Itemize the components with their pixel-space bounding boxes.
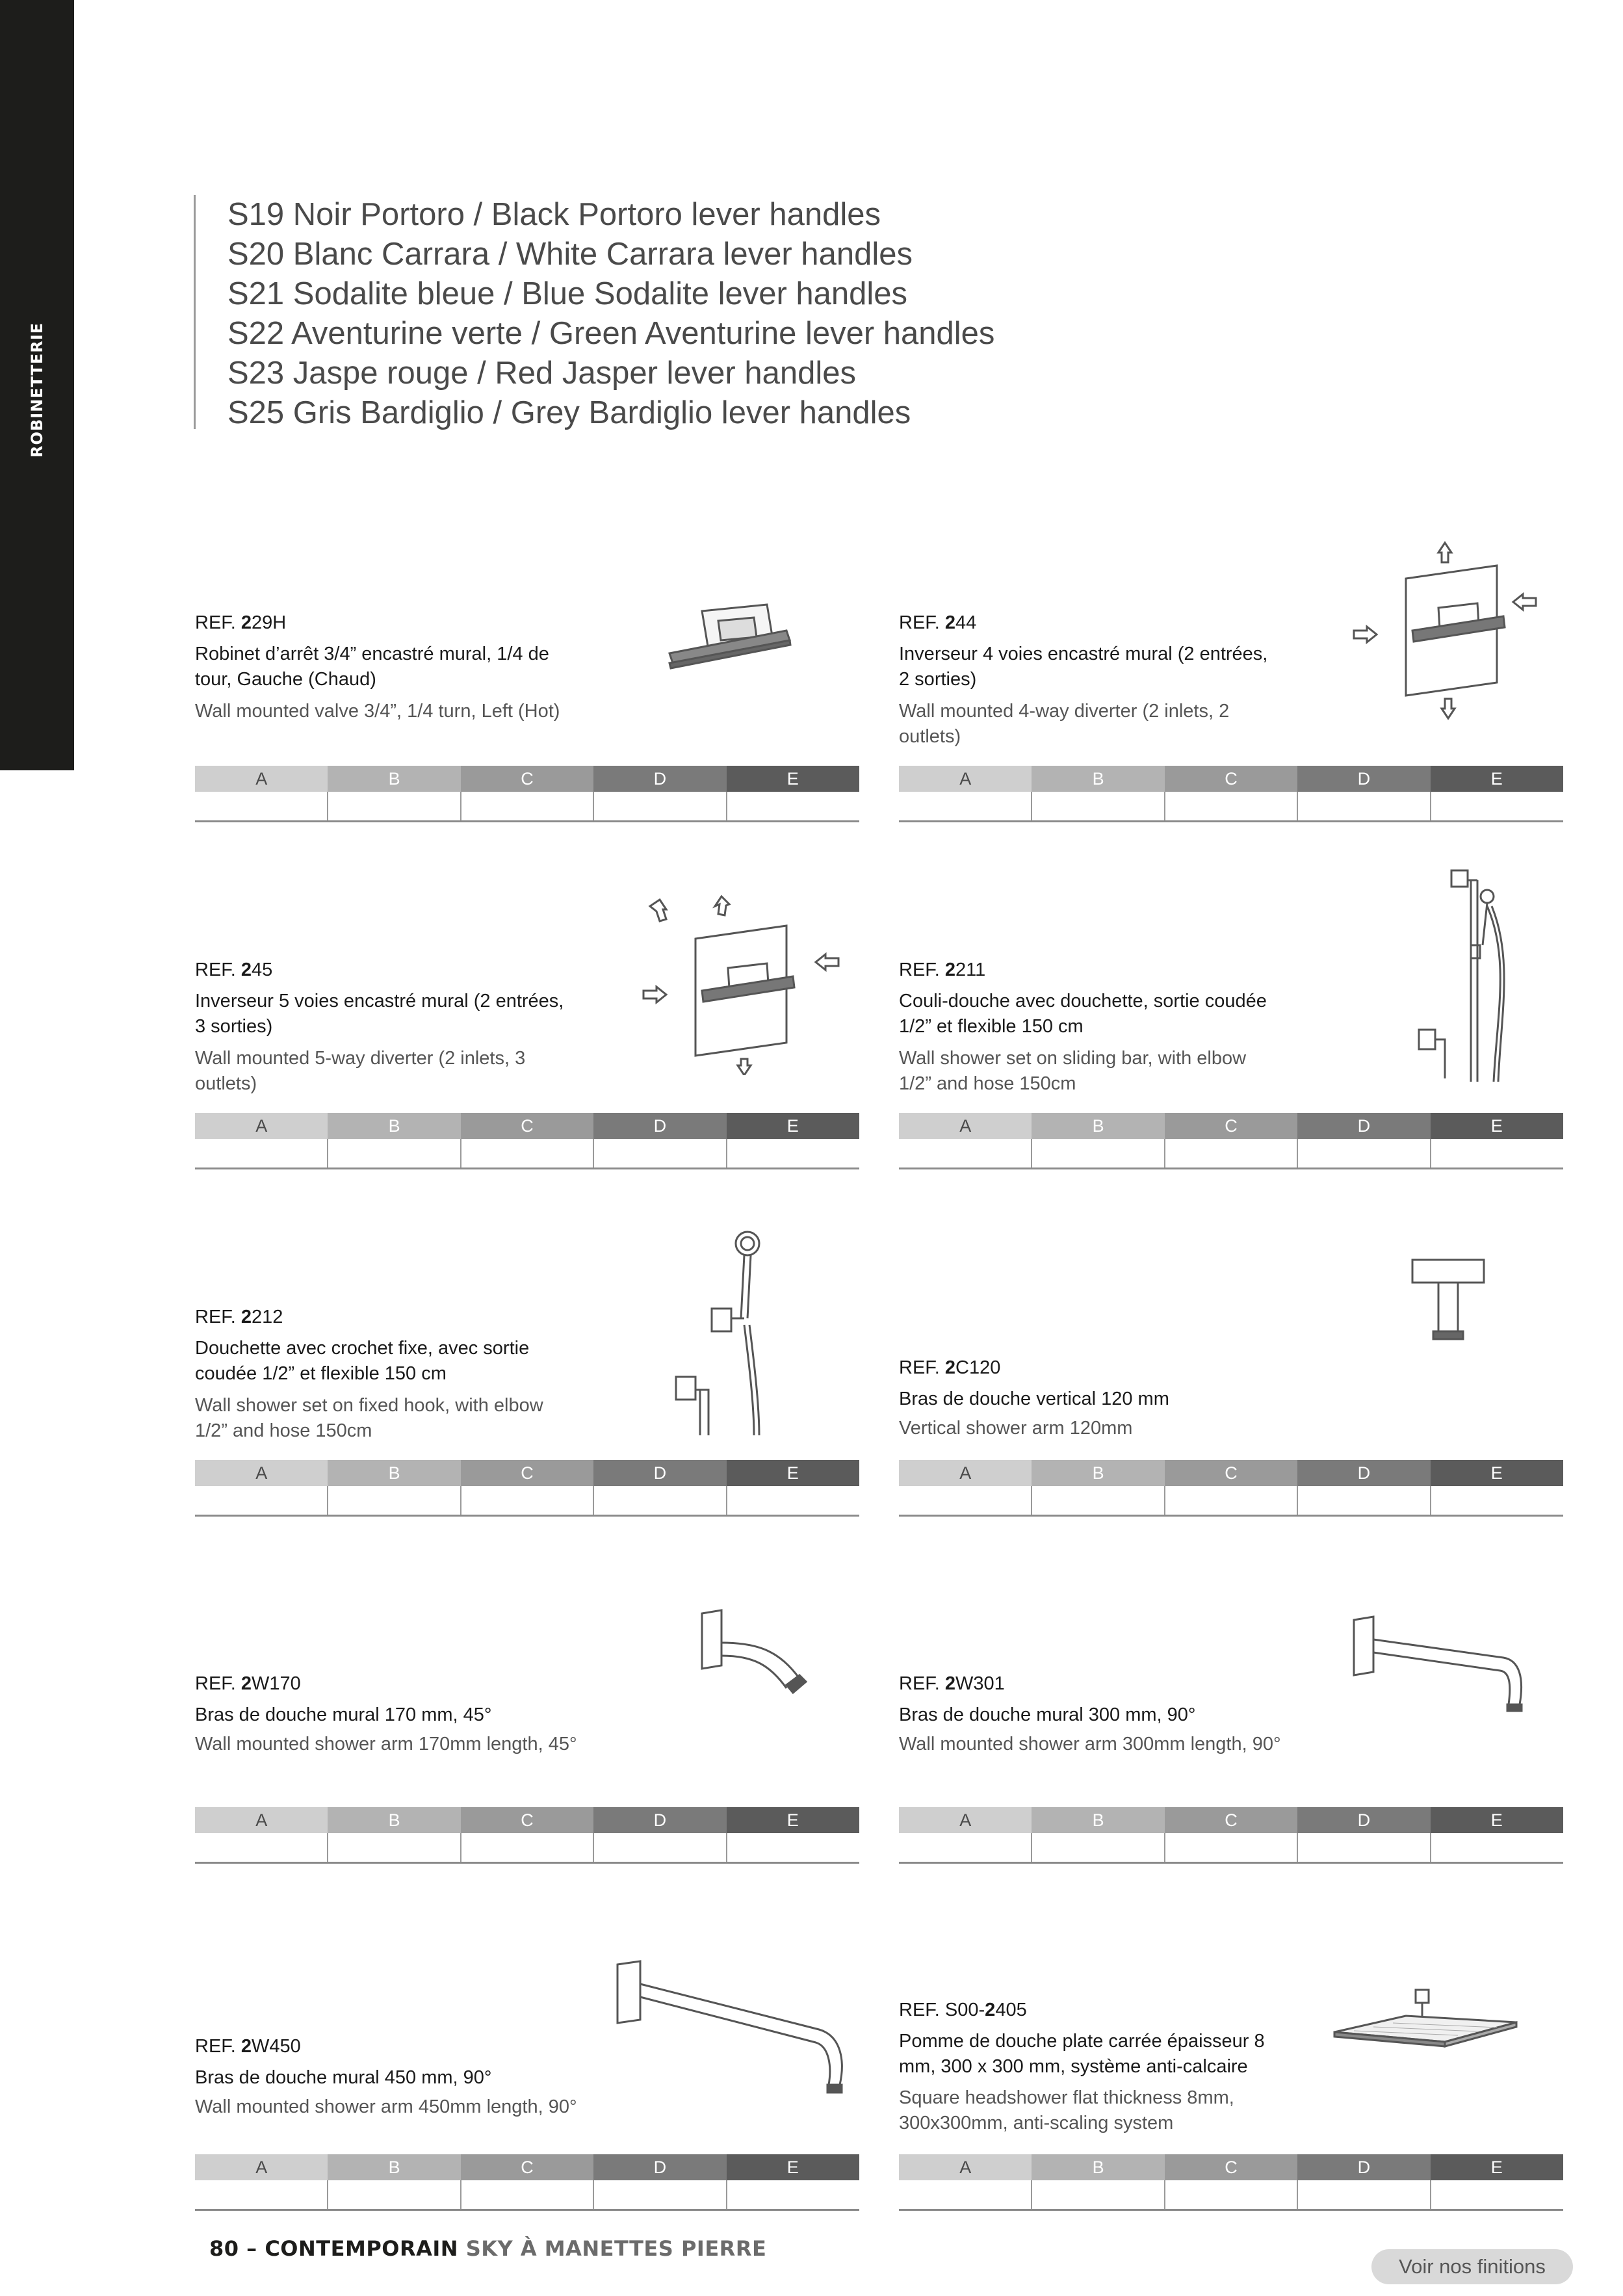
handle-finish-list bbox=[227, 195, 994, 433]
finish-column-c: C bbox=[1165, 1807, 1297, 1833]
finish-column-e: E bbox=[1431, 766, 1563, 792]
finish-column-e: E bbox=[1431, 1460, 1563, 1486]
finish-cell-a[interactable] bbox=[899, 1139, 1032, 1169]
finish-column-d: D bbox=[1297, 1460, 1430, 1486]
finish-value-row bbox=[899, 1833, 1563, 1863]
finish-column-d: D bbox=[1297, 2154, 1430, 2180]
diverter-5-way-icon bbox=[624, 880, 858, 1078]
finish-column-c: C bbox=[1165, 1113, 1297, 1139]
product-description-en: Wall shower set on sliding bar, with elbow 1/2” and hose 150cm bbox=[899, 1048, 1247, 1094]
finish-cell-d[interactable] bbox=[1297, 1139, 1430, 1169]
finish-cell-b[interactable] bbox=[328, 792, 460, 822]
finish-column-d: D bbox=[593, 1113, 726, 1139]
finish-table bbox=[899, 1460, 1563, 1517]
finish-column-e: E bbox=[727, 1807, 859, 1833]
finish-column-e: E bbox=[727, 2154, 859, 2180]
finish-cell-e[interactable] bbox=[1431, 1486, 1563, 1516]
finish-column-e: E bbox=[1431, 1807, 1563, 1833]
product-card bbox=[899, 1909, 1563, 2204]
product-card bbox=[195, 867, 859, 1163]
finish-cell-c[interactable] bbox=[1165, 2180, 1297, 2210]
finish-cell-a[interactable] bbox=[899, 1486, 1032, 1516]
product-ref: REF. 2C120 bbox=[899, 1357, 1001, 1378]
finish-cell-b[interactable] bbox=[328, 1833, 460, 1863]
finish-column-b: B bbox=[1032, 766, 1164, 792]
finish-value-row bbox=[899, 2180, 1563, 2210]
finish-cell-b[interactable] bbox=[1032, 1486, 1164, 1516]
finish-value-row bbox=[195, 792, 859, 822]
stop-valve-icon bbox=[663, 592, 806, 692]
product-description-fr: Bras de douche mural 170 mm, 45° bbox=[195, 1704, 492, 1725]
finish-column-b: B bbox=[328, 1113, 460, 1139]
finish-column-b: B bbox=[1032, 1460, 1164, 1486]
product-card bbox=[899, 520, 1563, 816]
section-tab bbox=[0, 0, 74, 770]
finish-column-a: A bbox=[195, 1460, 328, 1486]
finish-cell-b[interactable] bbox=[1032, 1833, 1164, 1863]
finish-column-b: B bbox=[1032, 2154, 1164, 2180]
finish-table bbox=[899, 1807, 1563, 1864]
finish-cell-a[interactable] bbox=[899, 1833, 1032, 1863]
shower-arm-300-icon bbox=[1347, 1607, 1536, 1727]
finish-cell-c[interactable] bbox=[1165, 1139, 1297, 1169]
finish-column-d: D bbox=[1297, 1113, 1430, 1139]
square-headshower-icon bbox=[1328, 1987, 1523, 2081]
finish-header-row bbox=[195, 766, 859, 792]
finish-cell-c[interactable] bbox=[461, 1833, 593, 1863]
finish-cell-d[interactable] bbox=[593, 1833, 726, 1863]
finish-cell-c[interactable] bbox=[1165, 1486, 1297, 1516]
finish-column-a: A bbox=[899, 1460, 1032, 1486]
product-ref: REF. 2211 bbox=[899, 959, 986, 980]
finish-header-row bbox=[195, 1807, 859, 1833]
finish-column-b: B bbox=[1032, 1807, 1164, 1833]
finish-column-b: B bbox=[328, 766, 460, 792]
product-description-en: Wall shower set on fixed hook, with elbow 1/2” and hose 150cm bbox=[195, 1395, 543, 1441]
finish-column-c: C bbox=[461, 766, 593, 792]
finish-cell-b[interactable] bbox=[1032, 792, 1164, 822]
product-description-fr: Bras de douche vertical 120 mm bbox=[899, 1389, 1169, 1409]
sliding-bar-shower-icon bbox=[1406, 867, 1523, 1091]
finish-header-row bbox=[195, 1460, 859, 1486]
finish-cell-d[interactable] bbox=[593, 1139, 726, 1169]
handle-finish-item: S22 Aventurine verte / Green Aventurine lever handles bbox=[227, 316, 995, 351]
fixed-hook-shower-icon bbox=[656, 1227, 799, 1445]
page-footer bbox=[209, 2236, 766, 2261]
section-tab-label: ROBINETTERIE bbox=[28, 322, 46, 458]
finish-value-row bbox=[195, 1139, 859, 1169]
finish-cell-e[interactable] bbox=[1431, 2180, 1563, 2210]
finish-column-c: C bbox=[461, 2154, 593, 2180]
finish-column-a: A bbox=[899, 2154, 1032, 2180]
finish-column-c: C bbox=[461, 1460, 593, 1486]
product-card bbox=[899, 867, 1563, 1163]
finish-column-c: C bbox=[1165, 2154, 1297, 2180]
finish-cell-d[interactable] bbox=[593, 1486, 726, 1516]
finish-cell-e[interactable] bbox=[1431, 792, 1563, 822]
finish-table bbox=[899, 2154, 1563, 2211]
finish-column-d: D bbox=[593, 2154, 726, 2180]
finish-cell-d[interactable] bbox=[593, 792, 726, 822]
finish-column-d: D bbox=[593, 1807, 726, 1833]
handle-finish-item: S25 Gris Bardiglio / Grey Bardiglio lever handles bbox=[227, 395, 911, 430]
product-description-fr: Couli-douche avec douchette, sortie coudée 1/2” et flexible 150 cm bbox=[899, 991, 1267, 1037]
finish-cell-c[interactable] bbox=[461, 2180, 593, 2210]
finish-column-b: B bbox=[1032, 1113, 1164, 1139]
finish-table bbox=[195, 766, 859, 822]
handle-finish-item: S23 Jaspe rouge / Red Jasper lever handles bbox=[227, 356, 856, 391]
product-description-en: Square headshower flat thickness 8mm, 300x300mm, anti-scaling system bbox=[899, 2087, 1234, 2133]
product-card bbox=[195, 1214, 859, 1510]
finish-value-row bbox=[899, 792, 1563, 822]
finish-cell-b[interactable] bbox=[328, 1139, 460, 1169]
finish-column-a: A bbox=[899, 1113, 1032, 1139]
finish-cell-b[interactable] bbox=[328, 1486, 460, 1516]
finish-cell-a[interactable] bbox=[195, 1833, 328, 1863]
finish-column-d: D bbox=[593, 1460, 726, 1486]
finish-column-c: C bbox=[461, 1807, 593, 1833]
shower-arm-45-icon bbox=[689, 1607, 819, 1708]
finish-cell-a[interactable] bbox=[899, 792, 1032, 822]
finish-header-row bbox=[899, 1113, 1563, 1139]
finish-table bbox=[195, 1113, 859, 1169]
finish-cell-c[interactable] bbox=[1165, 792, 1297, 822]
finish-value-row bbox=[195, 1486, 859, 1516]
finish-column-c: C bbox=[1165, 766, 1297, 792]
shower-arm-450-icon bbox=[611, 1958, 858, 2104]
product-description-en: Wall mounted 4-way diverter (2 inlets, 2 outlets) bbox=[899, 701, 1230, 747]
finish-header-row bbox=[899, 1460, 1563, 1486]
finish-header-row bbox=[195, 2154, 859, 2180]
finish-column-a: A bbox=[195, 1807, 328, 1833]
finish-cell-d[interactable] bbox=[1297, 1486, 1430, 1516]
finish-cell-b[interactable] bbox=[1032, 2180, 1164, 2210]
finish-column-d: D bbox=[1297, 766, 1430, 792]
product-ref: REF. S00-2405 bbox=[899, 2000, 1027, 2020]
finish-column-d: D bbox=[593, 766, 726, 792]
product-ref: REF. 229H bbox=[195, 612, 287, 633]
product-card bbox=[195, 520, 859, 816]
handle-finish-item: S20 Blanc Carrara / White Carrara lever handles bbox=[227, 237, 913, 272]
finish-table bbox=[195, 1460, 859, 1517]
finish-cell-c[interactable] bbox=[1165, 1833, 1297, 1863]
finish-cell-e[interactable] bbox=[727, 1486, 859, 1516]
finish-cell-a[interactable] bbox=[195, 1486, 328, 1516]
finish-cell-d[interactable] bbox=[1297, 2180, 1430, 2210]
finish-column-e: E bbox=[727, 766, 859, 792]
finish-cell-c[interactable] bbox=[461, 1486, 593, 1516]
finish-cell-d[interactable] bbox=[593, 2180, 726, 2210]
product-description-fr: Inverseur 4 voies encastré mural (2 entrées, 2 sorties) bbox=[899, 644, 1268, 690]
product-description-fr: Robinet d’arrêt 3/4” encastré mural, 1/4 de tour, Gauche (Chaud) bbox=[195, 644, 549, 690]
product-description-en: Wall mounted 5-way diverter (2 inlets, 3 outlets) bbox=[195, 1048, 526, 1094]
finish-table bbox=[899, 766, 1563, 822]
finish-column-a: A bbox=[899, 766, 1032, 792]
finish-cell-a[interactable] bbox=[195, 2180, 328, 2210]
finish-header-row bbox=[899, 766, 1563, 792]
product-ref: REF. 2W170 bbox=[195, 1673, 301, 1694]
finish-value-row bbox=[195, 1833, 859, 1863]
finish-table bbox=[195, 1807, 859, 1864]
finish-cell-e[interactable] bbox=[727, 1833, 859, 1863]
finish-cell-d[interactable] bbox=[1297, 792, 1430, 822]
finish-table bbox=[899, 1113, 1563, 1169]
handle-finish-item: S21 Sodalite bleue / Blue Sodalite lever handles bbox=[227, 276, 908, 311]
product-description-fr: Bras de douche mural 300 mm, 90° bbox=[899, 1704, 1196, 1725]
intro-divider bbox=[194, 195, 196, 429]
product-description-en: Wall mounted shower arm 300mm length, 90° bbox=[899, 1734, 1281, 1755]
product-description-fr: Pomme de douche plate carrée épaisseur 8 mm, 300 x 300 mm, système anti-calcaire bbox=[899, 2031, 1265, 2077]
product-description-en: Vertical shower arm 120mm bbox=[899, 1418, 1133, 1439]
product-card bbox=[899, 1214, 1563, 1510]
finish-column-e: E bbox=[1431, 1113, 1563, 1139]
finish-value-row bbox=[195, 2180, 859, 2210]
finish-cell-e[interactable] bbox=[727, 792, 859, 822]
finish-column-c: C bbox=[461, 1113, 593, 1139]
finish-value-row bbox=[899, 1486, 1563, 1516]
finish-value-row bbox=[899, 1139, 1563, 1169]
finish-column-a: A bbox=[195, 766, 328, 792]
handle-finish-item: S19 Noir Portoro / Black Portoro lever handles bbox=[227, 197, 881, 232]
finish-cell-c[interactable] bbox=[461, 792, 593, 822]
finish-cell-e[interactable] bbox=[1431, 1833, 1563, 1863]
product-ref: REF. 2W450 bbox=[195, 2036, 301, 2057]
finish-cell-a[interactable] bbox=[195, 1139, 328, 1169]
finish-cell-c[interactable] bbox=[461, 1139, 593, 1169]
finish-cell-a[interactable] bbox=[899, 2180, 1032, 2210]
product-description-en: Wall mounted shower arm 450mm length, 90° bbox=[195, 2096, 577, 2117]
footer-collection: SKY À MANETTES PIERRE bbox=[458, 2236, 767, 2261]
product-description-fr: Bras de douche mural 450 mm, 90° bbox=[195, 2067, 492, 2088]
product-ref: REF. 2W301 bbox=[899, 1673, 1005, 1694]
finish-column-e: E bbox=[727, 1113, 859, 1139]
finish-cell-a[interactable] bbox=[195, 792, 328, 822]
finish-cell-d[interactable] bbox=[1297, 1833, 1430, 1863]
finish-header-row bbox=[195, 1113, 859, 1139]
diverter-4-way-icon bbox=[1328, 533, 1562, 731]
finish-column-e: E bbox=[727, 1460, 859, 1486]
finish-column-e: E bbox=[1431, 2154, 1563, 2180]
product-card bbox=[195, 1561, 859, 1857]
finish-table bbox=[195, 2154, 859, 2211]
finish-header-row bbox=[899, 2154, 1563, 2180]
product-card bbox=[195, 1909, 859, 2204]
finish-cell-e[interactable] bbox=[727, 1139, 859, 1169]
product-ref: REF. 244 bbox=[899, 612, 977, 633]
finish-cell-b[interactable] bbox=[328, 2180, 460, 2210]
product-ref: REF. 2212 bbox=[195, 1307, 283, 1327]
product-description-en: Wall mounted shower arm 170mm length, 45° bbox=[195, 1734, 577, 1755]
finish-column-d: D bbox=[1297, 1807, 1430, 1833]
product-description-fr: Douchette avec crochet fixe, avec sortie coudée 1/2” et flexible 150 cm bbox=[195, 1338, 530, 1384]
finish-cell-e[interactable] bbox=[1431, 1139, 1563, 1169]
view-finishes-button[interactable]: Voir nos finitions bbox=[1371, 2249, 1573, 2284]
footer-page: 80 – CONTEMPORAIN bbox=[209, 2236, 459, 2261]
finish-cell-e[interactable] bbox=[727, 2180, 859, 2210]
finish-column-a: A bbox=[899, 1807, 1032, 1833]
vertical-shower-arm-icon bbox=[1406, 1253, 1490, 1354]
finish-header-row bbox=[899, 1807, 1563, 1833]
finish-column-a: A bbox=[195, 2154, 328, 2180]
product-description-fr: Inverseur 5 voies encastré mural (2 entrées, 3 sorties) bbox=[195, 991, 564, 1037]
product-card bbox=[899, 1561, 1563, 1857]
product-description-en: Wall mounted valve 3/4”, 1/4 turn, Left (Hot) bbox=[195, 701, 560, 722]
finish-column-b: B bbox=[328, 1807, 460, 1833]
finish-cell-b[interactable] bbox=[1032, 1139, 1164, 1169]
finish-column-b: B bbox=[328, 1460, 460, 1486]
finish-column-c: C bbox=[1165, 1460, 1297, 1486]
finish-column-b: B bbox=[328, 2154, 460, 2180]
product-ref: REF. 245 bbox=[195, 959, 273, 980]
finish-column-a: A bbox=[195, 1113, 328, 1139]
